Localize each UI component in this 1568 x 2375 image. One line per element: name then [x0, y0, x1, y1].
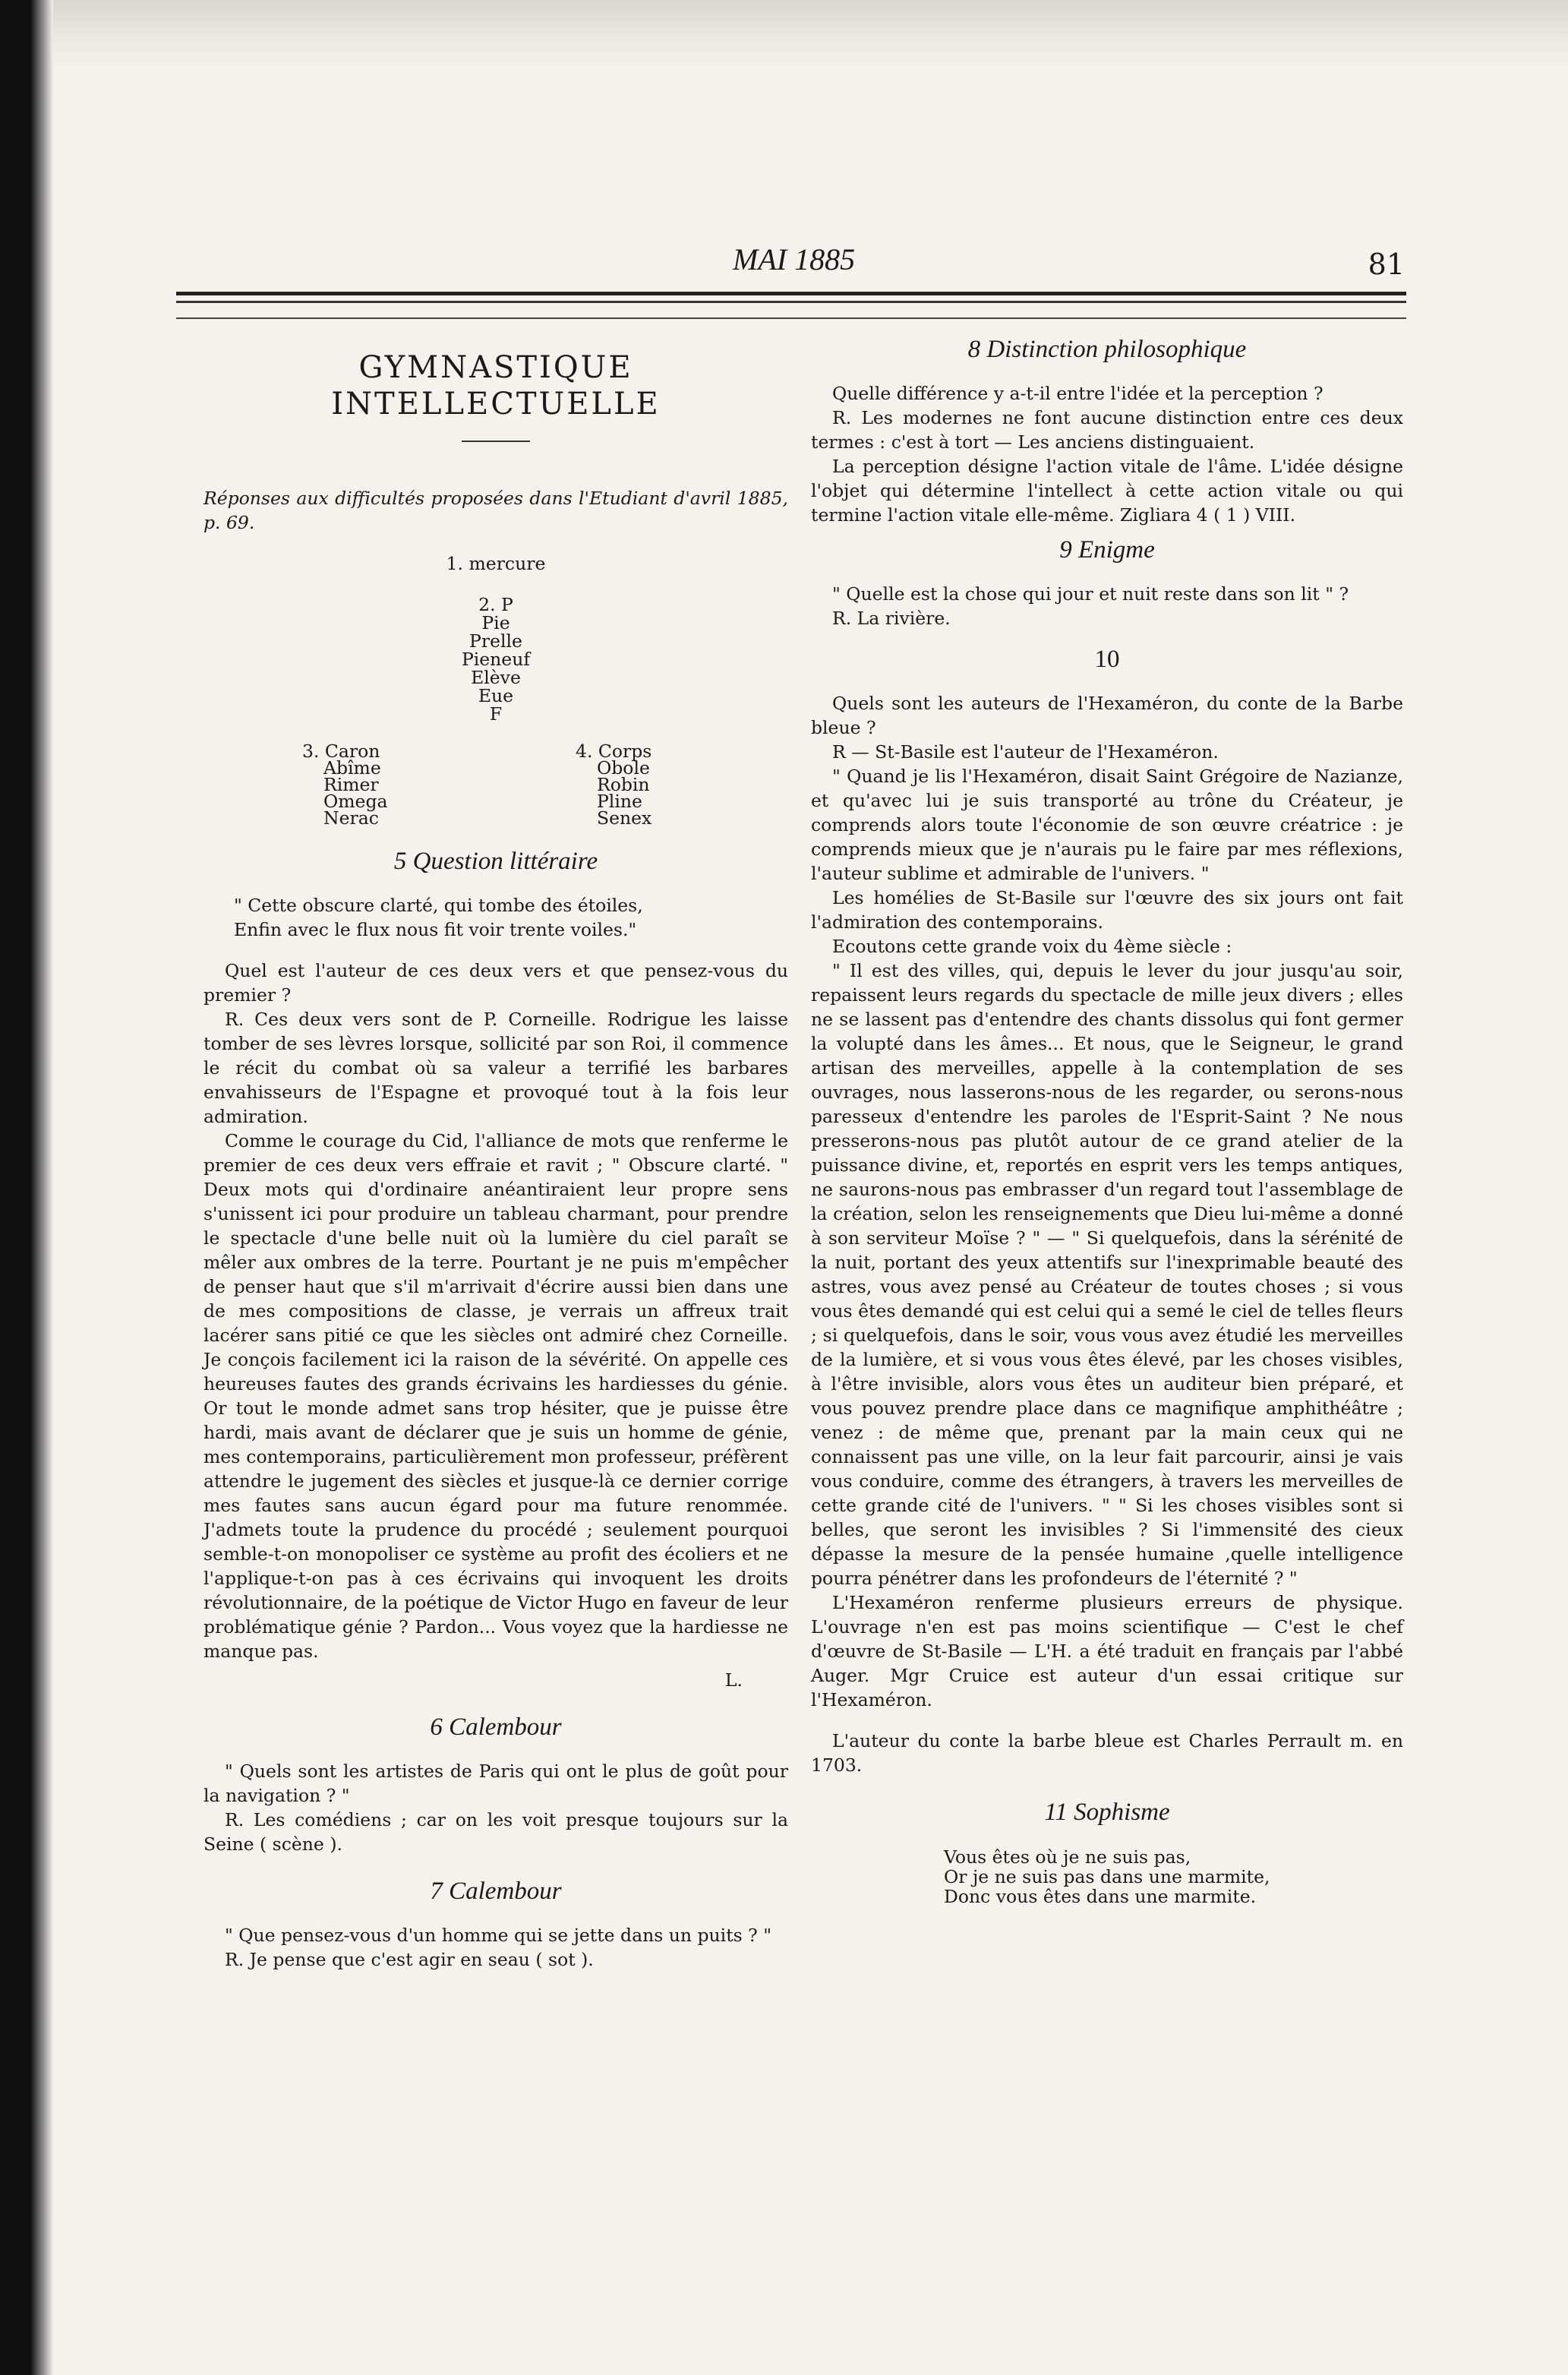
answer-2-line: Pie	[481, 612, 510, 633]
section-8-paragraph: La perception désigne l'action vitale de l'âme. L'idée désigne l'objet qui détermine l'intellect à cette action vitale ou qui termine l'action vitale elle-même. Zigliara 4 ( 1 ) VIII.	[811, 456, 1403, 526]
header-rule	[176, 292, 1406, 295]
section-11-poem	[811, 1847, 1403, 1906]
section-10-paragraph: " Il est des villes, qui, depuis le lever du jour jusqu'au soir, repaissent leurs regards du spectacle de mille jeux divers ; elles ne se lassent pas d'entendre des chants dissolus qui font germer la volupté dans les âmes... Et nous, que le Seigneur, le grand artisan des merveilles, appelle à la contemplation de ses ouvrages, nous lasserons-nous de les regarder, ou serons-nous paresseux d'entendre les paroles de l'Esprit-Saint ? Ne nous presserons-nous pas plutôt autour de ce grand atelier de la puissance divine, et, reportés en esprit vers les temps antiques, ne saurons-nous pas embrasser d'un regard tout l'assemblage de la création, selon les renseignements que Dieu lui-même a donné à son serviteur Moïse ? " — " Si quelquefois, dans la sérénité de la nuit, portant des yeux attentifs sur l'inexprimable beauté des astres, vous avez pensé au Créateur de toutes choses ; si vous vous êtes demandé qui est celui qui a semé le ciel de telles fleurs ; si quelquefois, dans le soir, vous vous avez étudié les merveilles de la lumière, et si vous vous êtes élevé, par les choses visibles, à l'être invisible, alors vous êtes un auditeur bien préparé, et vous pouvez prendre place dans ce magnifique amphithéâtre ; venez : de même que, prenant par la main ceux qui ne connaissent pas une ville, on la leur fait parcourir, ainsi je vais vous conduire, comme des étrangers, à travers les merveilles de cette grande cité de l'univers. " " Si les choses visibles sont si belles, que seront les invisibles ? Si l'immensité des cieux dépasse la mesure de la pensée humaine ,quelle intelligence pourra pénétrer dans les profondeurs de l'éternité ? "	[811, 960, 1403, 1589]
page-number: 81	[1368, 248, 1405, 281]
answer-2-line: F	[489, 703, 503, 725]
intro-text: Réponses aux difficultés proposées dans l'Etudiant d'avril 1885, p. 69.	[203, 488, 788, 533]
section-6-answer: R. Les comédiens ; car on les voit presque toujours sur la Seine ( scène ).	[203, 1809, 788, 1855]
answer-3-line: Nerac	[323, 807, 379, 829]
section-8-title: 8 Distinction philosophique	[967, 336, 1247, 363]
header-date: MAI 1885	[733, 242, 856, 276]
answer-3	[203, 741, 515, 829]
header-rule	[176, 301, 1406, 303]
answer-2-line: Prelle	[469, 630, 522, 652]
section-10-title: 10	[1094, 646, 1120, 673]
answer-4-line: Robin	[597, 774, 650, 795]
section-8-question: Quelle différence y a-t-il entre l'idée et la perception ?	[832, 383, 1323, 404]
section-title: GYMNASTIQUE INTELLECTUELLE	[331, 350, 661, 422]
section-10-question: Quels sont les auteurs de l'Hexaméron, du conte de la Barbe bleue ?	[811, 693, 1403, 738]
section-9-answer: R. La rivière.	[832, 608, 951, 629]
answer-1: 1. mercure	[446, 553, 546, 574]
answer-4-line: Senex	[597, 807, 652, 829]
section-5-signature: L.	[724, 1669, 743, 1691]
section-7-title: 7 Calembour	[430, 1878, 562, 1905]
section-7-answer: R. Je pense que c'est agir en seau ( sot ).	[225, 1949, 594, 1970]
answer-2-line: Elève	[471, 667, 521, 688]
answer-4-line: Pline	[597, 791, 642, 812]
section-10-paragraph: Les homélies de St-Basile sur l'œuvre des six jours ont fait l'admiration des contemporains.	[811, 887, 1403, 933]
right-column	[811, 334, 1403, 1906]
answer-4-line: 4. Corps	[576, 741, 652, 762]
section-5-answer: R. Ces deux vers sont de P. Corneille. Rodrigue les laisse tomber de ses lèvres lorsque, sollicité par son Roi, il commence le récit du combat où sa valeur a terrifié les barbares envahisseurs de l'Espagne et provoqué tout à la fois leur admiration.	[203, 1009, 788, 1127]
answer-4	[515, 741, 788, 829]
section-5-quote-line: " Cette obscure clarté, qui tombe des étoiles,	[234, 895, 643, 916]
answer-4-line: Obole	[597, 757, 650, 779]
answer-3-line: Rimer	[323, 774, 379, 795]
section-10-paragraph: L'Hexaméron renferme plusieurs erreurs de physique. L'ouvrage n'en est pas moins scientifique — C'est le chef d'œuvre de St-Basile — L'H. a été traduit en français par l'abbé Auger. Mgr Cruice est auteur d'un essai critique sur l'Hexaméron.	[811, 1592, 1403, 1710]
section-10-paragraph: Ecoutons cette grande voix du 4ème siècle :	[832, 936, 1232, 957]
section-9-question: " Quelle est la chose qui jour et nuit reste dans son lit " ?	[832, 583, 1349, 605]
section-10-answer: R — St-Basile est l'auteur de l'Hexaméron.	[832, 741, 1219, 763]
header-rule	[176, 317, 1406, 319]
section-8-answer: R. Les modernes ne font aucune distinction entre ces deux termes : c'est à tort — Les anciens distinguaient.	[811, 407, 1403, 453]
section-5-question: Quel est l'auteur de ces deux vers et que pensez-vous du premier ?	[203, 960, 788, 1006]
section-5-paragraph: Comme le courage du Cid, l'alliance de mots que renferme le premier de ces deux vers effraie et ravit ; " Obscure clarté. " Deux mots qui d'ordinaire anéantiraient leur propre sens s'unissent ici pour produire un tableau charmant, pour prendre le spectacle d'une belle nuit où la lumière du ciel paraît se mêler aux ombres de la terre. Pourtant je ne puis m'empêcher de penser haut que s'il m'arrivait d'écrire aussi bien dans une de mes compositions de classe, je verrais un affreux trait lacérer sans pitié ce que les siècles ont admiré chez Corneille. Je conçois facilement ici la raison de la sévérité. On appelle ces heureuses fautes des grands écrivains les hardiesses du génie. Or tout le monde admet sans trop hésiter, que je puisse être hardi, mais avant de déclarer que je suis un homme de génie, mes contemporains, particulièrement mon professeur, préfèrent attendre le jugement des siècles et jusque-là ce dernier corrige mes fautes sans aucun égard pour ma future renommée. J'admets toute la prudence du procédé ; seulement pourquoi semble-t-on monopoliser ce système au profit des écoliers et ne l'applique-t-on pas à ces écrivains qui invoquent les droits révolutionnaire, de la poétique de Victor Hugo en faveur de leur problématique génie ? Pardon... Vous voyez que la hardiesse ne manque pas.	[203, 1130, 788, 1662]
page-header	[175, 242, 1405, 287]
section-7-question: " Que pensez-vous d'un homme qui se jette dans un puits ? "	[225, 1925, 772, 1946]
section-9-title: 9 Enigme	[1059, 536, 1155, 564]
section-6-question: " Quels sont les artistes de Paris qui ont le plus de goût pour la navigation ? "	[203, 1761, 788, 1806]
section-11-title: 11 Sophisme	[1044, 1799, 1170, 1826]
section-5-quote-line: Enfin avec le flux nous fit voir trente voiles."	[234, 919, 637, 940]
section-10-paragraph: L'auteur du conte la barbe bleue est Charles Perrault m. en 1703.	[811, 1730, 1403, 1776]
poem-line: Or je ne suis pas dans une marmite,	[944, 1866, 1270, 1887]
scan-edge-shadow	[0, 0, 53, 2375]
answers-3-4	[203, 741, 788, 829]
answer-3-line: 3. Caron	[302, 741, 380, 762]
answer-2-line: Pieneuf	[461, 649, 531, 670]
poem-line: Vous êtes où je ne suis pas,	[944, 1846, 1191, 1868]
answer-2-line: 2. P	[478, 594, 513, 615]
answer-3-line: Abîme	[323, 757, 381, 779]
section-5-title: 5 Question littéraire	[393, 848, 598, 875]
section-6-title: 6 Calembour	[430, 1713, 562, 1741]
answer-2-line: Eue	[478, 685, 514, 706]
answer-2	[203, 595, 788, 723]
scan-top-noise	[53, 0, 1568, 72]
section-10-paragraph: " Quand je lis l'Hexaméron, disait Saint Grégoire de Nazianze, et qu'avec lui je suis transporté au trône du Créateur, je comprends alors toute l'économie de son œuvre créatrice : je comprends mieux que je n'aurais pu le faire par mes réflexions, l'auteur sublime et admirable de l'univers. "	[811, 766, 1403, 884]
left-column	[203, 334, 788, 1972]
answer-3-line: Omega	[323, 791, 388, 812]
title-divider	[462, 441, 530, 442]
poem-line: Donc vous êtes dans une marmite.	[944, 1886, 1257, 1907]
